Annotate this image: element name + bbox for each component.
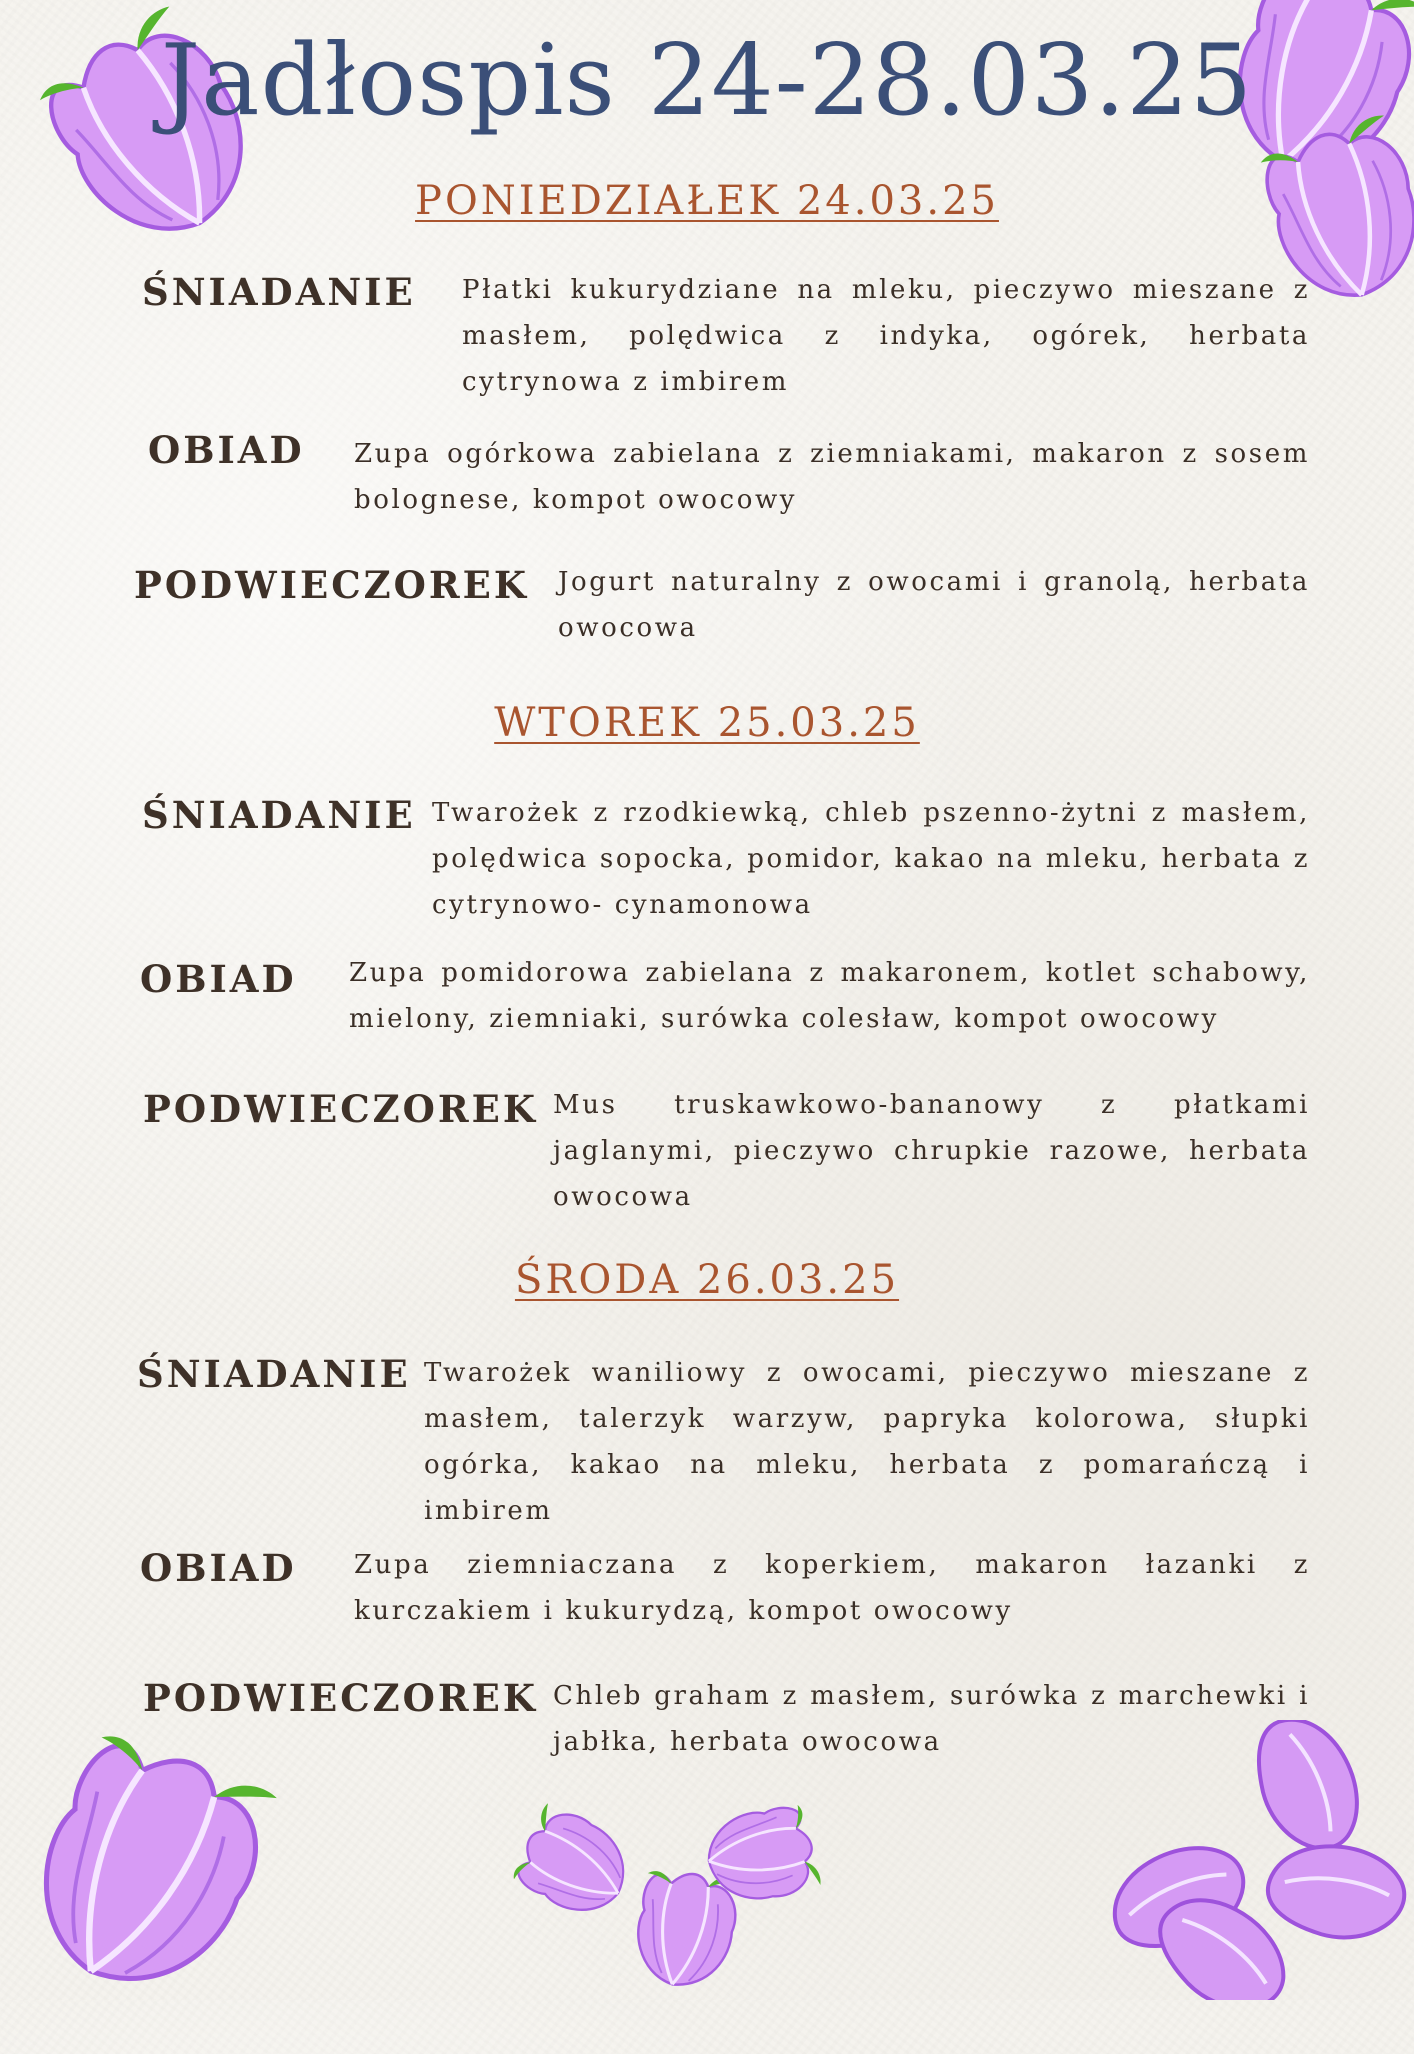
meal-description: Zupa ogórkowa zabielana z ziemniakami, makaron z sosem bolognese, kompot owocowy (354, 439, 1310, 515)
day-heading-tuesday: WTOREK 25.03.25 (494, 700, 920, 746)
meal-label: ŚNIADANIE (137, 1352, 411, 1396)
meal-label: ŚNIADANIE (142, 793, 416, 837)
meal-description: Twarożek z rzodkiewką, chleb pszenno-żytni z masłem, polędwica sopocka, pomidor, kakao na mleku, herbata z cytrynowo- cynamonowa (432, 798, 1310, 920)
meal-description: Zupa pomidorowa zabielana z makaronem, kotlet schabowy, mielony, ziemniaki, surówka colesław, kompot owocowy (349, 958, 1310, 1034)
meal-description: Chleb graham z masłem, surówka z marchewki i jabłka, herbata owocowa (553, 1681, 1310, 1757)
meal-description: Płatki kukurydziane na mleku, pieczywo mieszane z masłem, polędwica z indyka, ogórek, herbata cytrynowa z imbirem (462, 275, 1310, 397)
tulip-decoration-bottom-center-right (686, 1785, 835, 1926)
meal-label: OBIAD (148, 428, 305, 472)
meal-description: Jogurt naturalny z owocami i granolą, herbata owocowa (558, 567, 1310, 643)
meal-label: PODWIECZOREK (134, 563, 529, 607)
meal-description: Mus truskawkowo-bananowy z płatkami jaglanymi, pieczywo chrupkie razowe, herbata owocowa (553, 1090, 1310, 1212)
meal-label: OBIAD (140, 957, 297, 1001)
menu-title: Jadłospis 24-28.03.25 (160, 24, 1254, 138)
meal-label: ŚNIADANIE (142, 270, 416, 314)
meal-description: Twarożek waniliowy z owocami, pieczywo mieszane z masłem, talerzyk warzyw, papryka kolorowa, słupki ogórka, kakao na mleku, herbata z pomarańczą i imbirem (424, 1358, 1310, 1526)
meal-label: PODWIECZOREK (143, 1676, 538, 1720)
meal-label: OBIAD (140, 1546, 297, 1590)
meal-label: PODWIECZOREK (143, 1087, 538, 1131)
tulip-decoration-bottom-left (0, 1686, 327, 2054)
day-heading-monday: PONIEDZIAŁEK 24.03.25 (415, 178, 999, 224)
meal-description: Zupa ziemniaczana z koperkiem, makaron łazanki z kurczakiem i kukurydzą, kompot owocowy (354, 1550, 1310, 1626)
day-heading-wednesday: ŚRODA 26.03.25 (514, 1257, 900, 1303)
